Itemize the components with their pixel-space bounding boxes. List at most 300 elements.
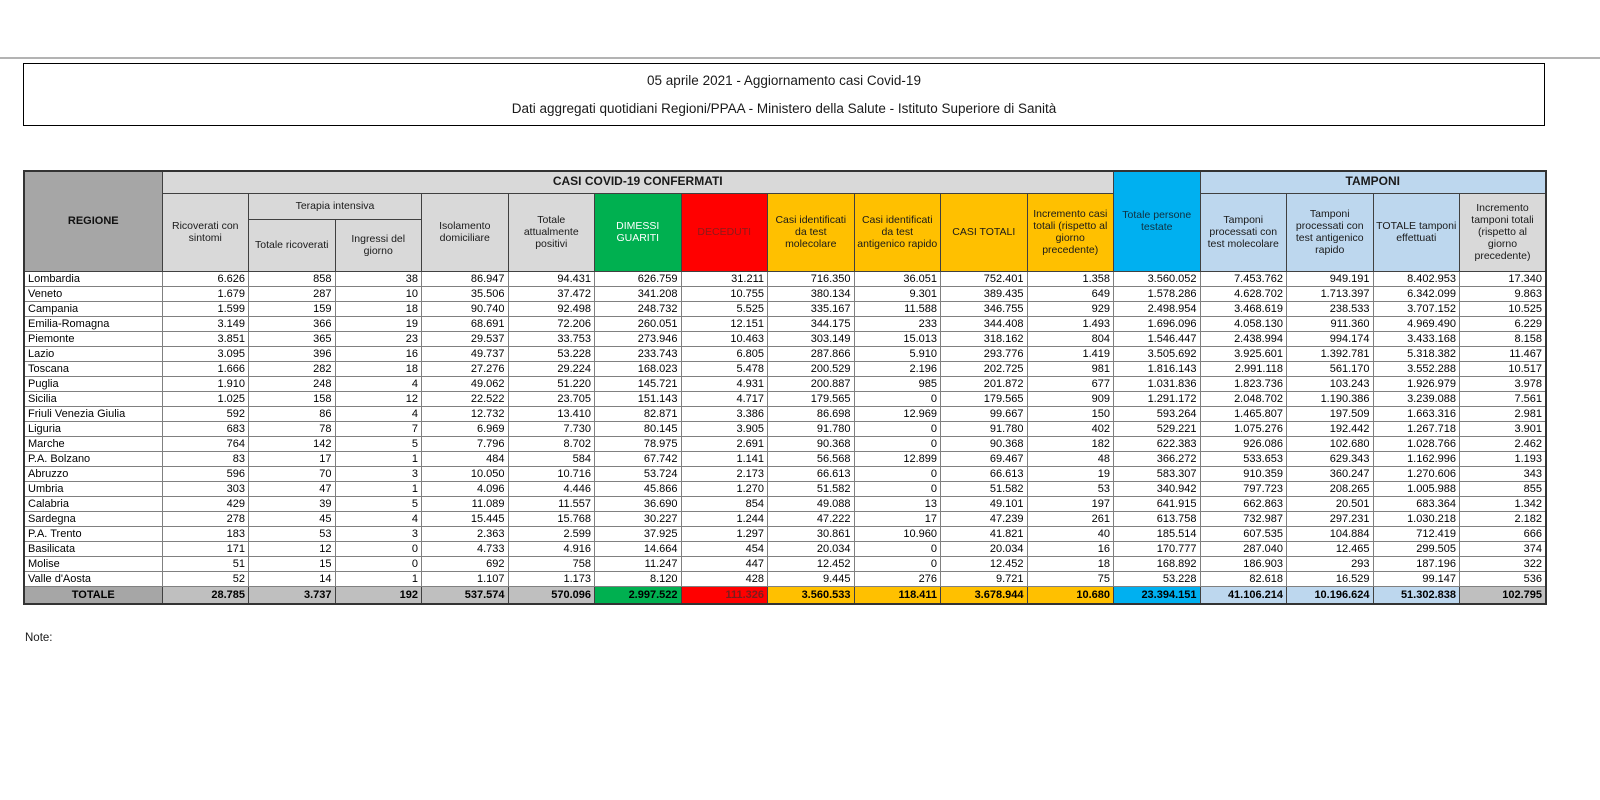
region-cell: Liguria [24,421,162,436]
value-cell: 454 [681,541,768,556]
value-cell: 3.468.619 [1200,301,1287,316]
value-cell: 3.560.052 [1114,271,1201,286]
value-cell: 15.013 [854,331,941,346]
value-cell: 282 [249,361,336,376]
value-cell: 11.247 [595,556,682,571]
value-cell: 712.419 [1373,526,1460,541]
value-cell: 182 [1027,436,1114,451]
value-cell: 86.947 [422,271,509,286]
group-header-casi-confermati: CASI COVID-19 CONFERMATI [162,171,1114,193]
value-cell: 10.960 [854,526,941,541]
value-cell: 1.031.836 [1114,376,1201,391]
value-cell: 86 [249,406,336,421]
region-cell: Puglia [24,376,162,391]
value-cell: 20.034 [768,541,855,556]
value-cell: 607.535 [1200,526,1287,541]
col-header-dimessi-guariti: DIMESSI GUARITI [595,193,682,271]
total-value-cell: 3.678.944 [941,586,1028,604]
table-row [24,286,1546,301]
value-cell: 53 [1027,481,1114,496]
value-cell: 142 [249,436,336,451]
value-cell: 11.467 [1460,346,1547,361]
value-cell: 11.089 [422,496,509,511]
col-header-regione: REGIONE [24,171,162,271]
value-cell: 2.438.994 [1200,331,1287,346]
value-cell: 752.401 [941,271,1028,286]
value-cell: 11.588 [854,301,941,316]
value-cell: 10.517 [1460,361,1547,376]
value-cell: 12.465 [1287,541,1374,556]
value-cell: 179.565 [941,391,1028,406]
value-cell: 1.663.316 [1373,406,1460,421]
value-cell: 1 [335,451,422,466]
value-cell: 7.730 [508,421,595,436]
value-cell: 36.690 [595,496,682,511]
value-cell: 596 [162,466,249,481]
value-cell: 12.452 [768,556,855,571]
value-cell: 45.866 [595,481,682,496]
value-cell: 185.514 [1114,526,1201,541]
value-cell: 4.916 [508,541,595,556]
value-cell: 804 [1027,331,1114,346]
value-cell: 1.493 [1027,316,1114,331]
value-cell: 303 [162,481,249,496]
value-cell: 94.431 [508,271,595,286]
value-cell: 40 [1027,526,1114,541]
table-row [24,391,1546,406]
value-cell: 36.051 [854,271,941,286]
value-cell: 86.698 [768,406,855,421]
value-cell: 75 [1027,571,1114,586]
value-cell: 344.408 [941,316,1028,331]
value-cell: 1.107 [422,571,509,586]
value-cell: 1.546.447 [1114,331,1201,346]
value-cell: 297.231 [1287,511,1374,526]
value-cell: 299.505 [1373,541,1460,556]
value-cell: 47 [249,481,336,496]
value-cell: 3.978 [1460,376,1547,391]
table-row [24,361,1546,376]
value-cell: 4.628.702 [1200,286,1287,301]
value-cell: 33.753 [508,331,595,346]
value-cell: 3.851 [162,331,249,346]
value-cell: 3.905 [681,421,768,436]
value-cell: 6.342.099 [1373,286,1460,301]
value-cell: 758 [508,556,595,571]
value-cell: 484 [422,451,509,466]
value-cell: 19 [335,316,422,331]
value-cell: 287.040 [1200,541,1287,556]
value-cell: 201.872 [941,376,1028,391]
table-row [24,526,1546,541]
value-cell: 858 [249,271,336,286]
value-cell: 8.702 [508,436,595,451]
value-cell: 10.716 [508,466,595,481]
value-cell: 10.525 [1460,301,1547,316]
value-cell: 3.552.288 [1373,361,1460,376]
value-cell: 179.565 [768,391,855,406]
value-cell: 18 [335,361,422,376]
value-cell: 7.453.762 [1200,271,1287,286]
total-value-cell: 102.795 [1460,586,1547,604]
value-cell: 170.777 [1114,541,1201,556]
value-cell: 91.780 [768,421,855,436]
value-cell: 17.340 [1460,271,1547,286]
col-header-ricoverati: Ricoverati con sintomi [162,193,249,271]
total-value-cell: 51.302.838 [1373,586,1460,604]
value-cell: 5 [335,436,422,451]
value-cell: 53.228 [1114,571,1201,586]
value-cell: 949.191 [1287,271,1374,286]
value-cell: 1.578.286 [1114,286,1201,301]
value-cell: 1.419 [1027,346,1114,361]
value-cell: 641.915 [1114,496,1201,511]
table-row [24,436,1546,451]
table-row [24,571,1546,586]
value-cell: 151.143 [595,391,682,406]
value-cell: 6.805 [681,346,768,361]
value-cell: 102.680 [1287,436,1374,451]
value-cell: 82.618 [1200,571,1287,586]
region-cell: Lazio [24,346,162,361]
total-value-cell: 3.737 [249,586,336,604]
table-row [24,511,1546,526]
value-cell: 3.925.601 [1200,346,1287,361]
value-cell: 186.903 [1200,556,1287,571]
value-cell: 0 [854,421,941,436]
value-cell: 4.096 [422,481,509,496]
value-cell: 0 [854,541,941,556]
value-cell: 35.506 [422,286,509,301]
value-cell: 37.925 [595,526,682,541]
value-cell: 0 [854,556,941,571]
value-cell: 68.691 [422,316,509,331]
value-cell: 4.931 [681,376,768,391]
value-cell: 2.599 [508,526,595,541]
value-cell: 626.759 [595,271,682,286]
value-cell: 1.358 [1027,271,1114,286]
value-cell: 649 [1027,286,1114,301]
region-cell: Piemonte [24,331,162,346]
page-divider-line [0,57,1600,59]
value-cell: 233.743 [595,346,682,361]
value-cell: 15 [249,556,336,571]
total-value-cell: 192 [335,586,422,604]
value-cell: 13.410 [508,406,595,421]
value-cell: 1.030.218 [1373,511,1460,526]
report-title: 05 aprile 2021 - Aggiornamento casi Covid-19 [647,73,921,88]
value-cell: 1.910 [162,376,249,391]
value-cell: 683 [162,421,249,436]
table-row [24,541,1546,556]
value-cell: 16.529 [1287,571,1374,586]
value-cell: 340.942 [1114,481,1201,496]
region-cell: Lombardia [24,271,162,286]
value-cell: 1.297 [681,526,768,541]
value-cell: 104.884 [1287,526,1374,541]
col-header-isolamento: Isolamento domiciliare [422,193,509,271]
value-cell: 3.386 [681,406,768,421]
value-cell: 22.522 [422,391,509,406]
value-cell: 53 [249,526,336,541]
value-cell: 78.975 [595,436,682,451]
value-cell: 593.264 [1114,406,1201,421]
value-cell: 1.465.807 [1200,406,1287,421]
value-cell: 238.533 [1287,301,1374,316]
value-cell: 1.267.718 [1373,421,1460,436]
value-cell: 15.445 [422,511,509,526]
value-cell: 278 [162,511,249,526]
value-cell: 17 [249,451,336,466]
value-cell: 208.265 [1287,481,1374,496]
total-value-cell: 118.411 [854,586,941,604]
region-cell: Friuli Venezia Giulia [24,406,162,421]
value-cell: 49.101 [941,496,1028,511]
title-box [23,63,1545,126]
total-label-cell: TOTALE [24,586,162,604]
value-cell: 31.211 [681,271,768,286]
value-cell: 561.170 [1287,361,1374,376]
value-cell: 18 [1027,556,1114,571]
value-cell: 30.227 [595,511,682,526]
table-row [24,556,1546,571]
region-cell: Umbria [24,481,162,496]
value-cell: 78 [249,421,336,436]
table-row [24,331,1546,346]
value-cell: 4.969.490 [1373,316,1460,331]
value-cell: 12.969 [854,406,941,421]
value-cell: 7.796 [422,436,509,451]
value-cell: 366.272 [1114,451,1201,466]
report-subtitle: Dati aggregati quotidiani Regioni/PPAA - Ministero della Salute - Istituto Superiore di Sanità [511,101,1057,116]
value-cell: 3.707.152 [1373,301,1460,316]
value-cell: 6.969 [422,421,509,436]
table-row [24,271,1546,286]
value-cell: 12.899 [854,451,941,466]
table-header [24,171,1546,271]
value-cell: 5.910 [854,346,941,361]
col-header-deceduti: DECEDUTI [681,193,768,271]
region-cell: Sardegna [24,511,162,526]
value-cell: 402 [1027,421,1114,436]
value-cell: 287.866 [768,346,855,361]
region-cell: Basilicata [24,541,162,556]
total-value-cell: 10.196.624 [1287,586,1374,604]
value-cell: 12.452 [941,556,1028,571]
note-label: Note: [25,632,53,644]
value-cell: 4 [335,376,422,391]
total-value-cell: 570.096 [508,586,595,604]
value-cell: 5 [335,496,422,511]
total-value-cell: 23.394.151 [1114,586,1201,604]
value-cell: 80.145 [595,421,682,436]
value-cell: 187.196 [1373,556,1460,571]
value-cell: 6.229 [1460,316,1547,331]
value-cell: 5.525 [681,301,768,316]
value-cell: 6.626 [162,271,249,286]
value-cell: 20.034 [941,541,1028,556]
value-cell: 2.991.118 [1200,361,1287,376]
value-cell: 10.050 [422,466,509,481]
value-cell: 30.861 [768,526,855,541]
value-cell: 1.005.988 [1373,481,1460,496]
table-row [24,421,1546,436]
value-cell: 5.318.382 [1373,346,1460,361]
value-cell: 4 [335,511,422,526]
col-header-incremento-casi: Incremento casi totali (rispetto al giorno precedente) [1027,193,1114,271]
value-cell: 51 [162,556,249,571]
value-cell: 18 [335,301,422,316]
col-header-tamponi-molecolare: Tamponi processati con test molecolare [1200,193,1287,271]
value-cell: 1.599 [162,301,249,316]
value-cell: 1.162.996 [1373,451,1460,466]
value-cell: 23.705 [508,391,595,406]
value-cell: 1.392.781 [1287,346,1374,361]
value-cell: 4.446 [508,481,595,496]
value-cell: 9.863 [1460,286,1547,301]
value-cell: 343 [1460,466,1547,481]
value-cell: 248.732 [595,301,682,316]
table-row [24,496,1546,511]
value-cell: 797.723 [1200,481,1287,496]
value-cell: 1.666 [162,361,249,376]
value-cell: 0 [854,436,941,451]
total-value-cell: 2.997.522 [595,586,682,604]
value-cell: 911.360 [1287,316,1374,331]
value-cell: 53.228 [508,346,595,361]
value-cell: 1.816.143 [1114,361,1201,376]
value-cell: 12 [335,391,422,406]
region-cell: Molise [24,556,162,571]
value-cell: 90.368 [941,436,1028,451]
value-cell: 629.343 [1287,451,1374,466]
value-cell: 855 [1460,481,1547,496]
value-cell: 168.892 [1114,556,1201,571]
value-cell: 389.435 [941,286,1028,301]
value-cell: 346.755 [941,301,1028,316]
value-cell: 380.134 [768,286,855,301]
region-cell: Emilia-Romagna [24,316,162,331]
value-cell: 3.901 [1460,421,1547,436]
value-cell: 536 [1460,571,1547,586]
value-cell: 197 [1027,496,1114,511]
value-cell: 287 [249,286,336,301]
total-row [24,586,1546,604]
col-header-casi-antigenico: Casi identificati da test antigenico rapido [854,193,941,271]
value-cell: 716.350 [768,271,855,286]
value-cell: 99.147 [1373,571,1460,586]
value-cell: 248 [249,376,336,391]
value-cell: 2.981 [1460,406,1547,421]
value-cell: 16 [1027,541,1114,556]
table-row [24,466,1546,481]
value-cell: 69.467 [941,451,1028,466]
value-cell: 145.721 [595,376,682,391]
value-cell: 366 [249,316,336,331]
value-cell: 197.509 [1287,406,1374,421]
value-cell: 10 [335,286,422,301]
value-cell: 49.737 [422,346,509,361]
total-value-cell: 10.680 [1027,586,1114,604]
value-cell: 683.364 [1373,496,1460,511]
col-header-tamponi-antigenico: Tamponi processati con test antigenico rapido [1287,193,1374,271]
value-cell: 9.301 [854,286,941,301]
value-cell: 53.724 [595,466,682,481]
value-cell: 1.270.606 [1373,466,1460,481]
region-cell: Abruzzo [24,466,162,481]
col-header-ti-totale-ricoverati: Totale ricoverati [249,219,336,271]
region-cell: Toscana [24,361,162,376]
value-cell: 41.821 [941,526,1028,541]
value-cell: 150 [1027,406,1114,421]
region-cell: Valle d'Aosta [24,571,162,586]
value-cell: 90.740 [422,301,509,316]
value-cell: 584 [508,451,595,466]
value-cell: 0 [335,556,422,571]
value-cell: 1.141 [681,451,768,466]
value-cell: 583.307 [1114,466,1201,481]
value-cell: 47.239 [941,511,1028,526]
value-cell: 276 [854,571,941,586]
value-cell: 8.120 [595,571,682,586]
value-cell: 910.359 [1200,466,1287,481]
value-cell: 318.162 [941,331,1028,346]
value-cell: 4.717 [681,391,768,406]
value-cell: 1.270 [681,481,768,496]
value-cell: 92.498 [508,301,595,316]
value-cell: 3 [335,526,422,541]
value-cell: 0 [854,481,941,496]
value-cell: 70 [249,466,336,481]
table-row [24,301,1546,316]
value-cell: 23 [335,331,422,346]
value-cell: 14.664 [595,541,682,556]
total-value-cell: 3.560.533 [768,586,855,604]
value-cell: 1.190.386 [1287,391,1374,406]
value-cell: 47.222 [768,511,855,526]
value-cell: 592 [162,406,249,421]
value-cell: 613.758 [1114,511,1201,526]
col-header-ti-ingressi-giorno: Ingressi del giorno [335,219,422,271]
value-cell: 1 [335,571,422,586]
value-cell: 1.025 [162,391,249,406]
value-cell: 9.721 [941,571,1028,586]
value-cell: 67.742 [595,451,682,466]
col-header-persone-testate: Totale persone testate [1114,171,1201,271]
value-cell: 1.075.276 [1200,421,1287,436]
value-cell: 7 [335,421,422,436]
total-value-cell: 41.106.214 [1200,586,1287,604]
value-cell: 51.582 [768,481,855,496]
value-cell: 994.174 [1287,331,1374,346]
covid-data-table [23,170,1547,605]
table-body [24,271,1546,604]
region-cell: P.A. Trento [24,526,162,541]
value-cell: 49.088 [768,496,855,511]
value-cell: 4 [335,406,422,421]
value-cell: 344.175 [768,316,855,331]
value-cell: 1 [335,481,422,496]
value-cell: 2.498.954 [1114,301,1201,316]
value-cell: 374 [1460,541,1547,556]
col-header-attualmente-positivi: Totale attualmente positivi [508,193,595,271]
value-cell: 2.048.702 [1200,391,1287,406]
value-cell: 7.561 [1460,391,1547,406]
value-cell: 91.780 [941,421,1028,436]
table-row [24,316,1546,331]
value-cell: 90.368 [768,436,855,451]
value-cell: 428 [681,571,768,586]
